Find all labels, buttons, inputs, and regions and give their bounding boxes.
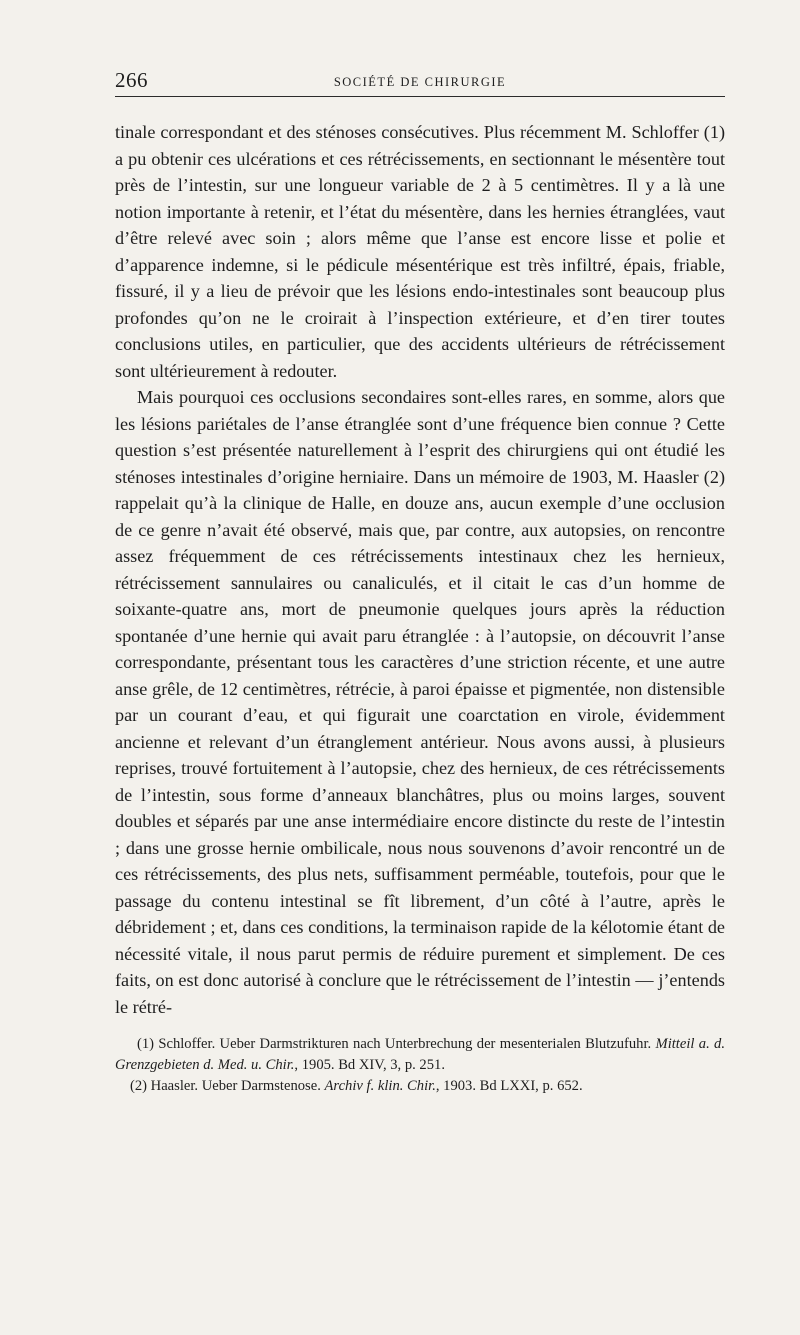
footnote-2-journal: Archiv f. klin. Chir.: [324, 1078, 436, 1094]
paragraph: Mais pourquoi ces occlusions secondaires sont-elles rares, en somme, alors que les lésions pariétales de l’anse étranglée sont d’une fréquence bien connue ? Cette question s’est présentée naturellement à l’esprit des chirurgiens qui ont étudié les sténoses intestinales d’origine herniaire. Dans un mémoire de 1903, M. Haasler (2) rappelait qu’à la clinique de Halle, en douze ans, aucun exemple d’une occlusion de ce genre n’avait été observé, mais que, par contre, aux autopsies, on rencontre assez fréquemment de ces rétrécissements intestinaux chez les hernieux, rétrécissement sannulaires ou canaliculés, et il citait le cas d’un homme de soixante-quatre ans, mort de pneumonie quelques jours après la réduction spontanée d’une hernie qui avait paru étranglée : à l’autopsie, on découvrit l’anse correspondante, présentant tous les caractères d’une striction récente, et une autre anse grêle, de 12 centimètres, rétrécie, à paroi épaisse et pigmentée, non distensible par un courant d’eau, et qui figurait une coarctation en virole, évidemment ancienne et relevant d’un étranglement antérieur. Nous avons aussi, à plusieurs reprises, trouvé fortuitement à l’autopsie, chez des hernieux, de ces rétrécissements de l’intestin, sous forme d’anneaux blanchâtres, plus ou moins larges, souvent doubles et séparés par une anse intermédiaire encore distincte du reste de l’intestin ; dans une grosse hernie ombilicale, nous nous souvenons d’avoir rencontré un de ces rétrécissements, des plus nets, suffisamment perméable, toutefois, pour que le passage du contenu intestinal se fît librement, d’un côté à l’autre, après le débridement ; et, dans ces conditions, la terminaison rapide de la kélotomie étant de nécessité vitale, il nous parut permis de réduire purement et simplement. De ces faits, on est donc autorisé à conclure que le rétrécissement de l’intestin — j’entends le rétré-: [115, 387, 725, 1017]
footnote-1-reference: , 1905. Bd XIV, 3, p. 251.: [294, 1057, 445, 1073]
footnotes: [115, 1034, 725, 1097]
page: [115, 66, 725, 1097]
footnote-2-reference: , 1903. Bd LXXI, p. 652.: [435, 1078, 583, 1094]
footnote-2: [115, 1076, 725, 1097]
body-text: [115, 119, 725, 1020]
page-number: 266: [115, 68, 148, 92]
running-head: SOCIÉTÉ DE CHIRURGIE: [333, 75, 507, 89]
paragraph-continued: tinale correspondant et des sténoses consécutives. Plus récemment M. Schloffer (1) a pu obtenir ces ulcérations et ces rétrécissements, en sectionnant le mésentère tout près de l’intestin, sur une longueur variable de 2 à 5 centimètres. Il y a là une notion importante à retenir, et l’état du mésentère, dans les hernies étranglées, vaut d’être relevé avec soin ; alors même que l’anse est encore lisse et polie et d’apparence indemne, si le pédicule mésentérique est très infiltré, épais, friable, fissuré, il y a lieu de prévoir que les lésions endo-intestinales sont beaucoup plus profondes qu’on ne le croirait à l’inspection extérieure, et d’en tirer toutes conclusions utiles, en particulier, que des accidents ultérieurs de rétrécissement sont ultérieurement à redouter.: [115, 122, 725, 381]
footnote-1: [115, 1034, 725, 1076]
page-header: [115, 66, 725, 97]
footnote-2-text: (2) Haasler. Ueber Darmstenose.: [130, 1078, 325, 1094]
footnote-1-text: (1) Schloffer. Ueber Darmstrikturen nach Unterbrechung der mesenterialen Blutzufuhr.: [137, 1036, 656, 1052]
footnote-1-journal: Mitteil a. d. Grenzgebieten d. Med. u. Chir.: [115, 1036, 725, 1073]
